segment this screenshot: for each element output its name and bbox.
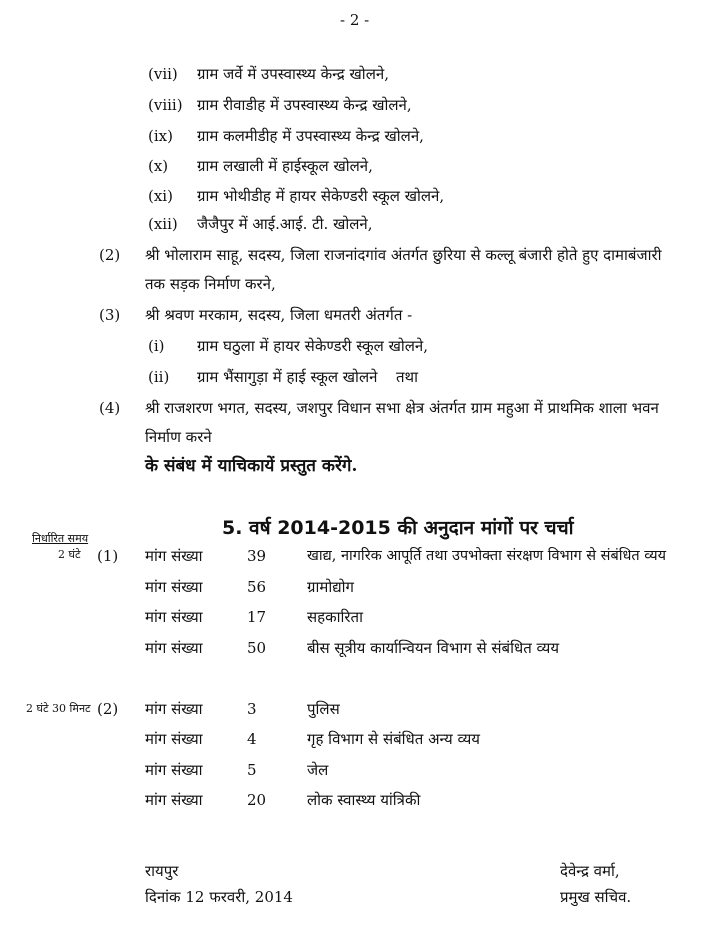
sub-item-text: ग्राम लखाली में हाईस्कूल खोलने, — [197, 157, 373, 175]
demand-description: बीस सूत्रीय कार्यान्वियन विभाग से संबंधित व्यय — [307, 639, 560, 657]
item-3-number: (3) — [99, 306, 121, 324]
demand-number: 50 — [247, 639, 267, 657]
sub-item-number: (ix) — [148, 127, 173, 145]
item-3-text: श्री श्रवण मरकाम, सदस्य, जिला धमतरी अंतर्गत - — [145, 306, 413, 324]
sub-item-suffix: तथा — [396, 368, 419, 386]
demand-number: 3 — [247, 700, 257, 718]
signatory-designation: प्रमुख सचिव. — [560, 888, 632, 906]
footer-date: दिनांक 12 फरवरी, 2014 — [145, 888, 293, 906]
footer-place: रायपुर — [145, 862, 179, 880]
sub-item-number: (xii) — [148, 215, 178, 233]
sub-item-number: (x) — [148, 157, 169, 175]
demand-number: 4 — [247, 730, 257, 748]
sub-item-text: ग्राम भैंसागुड़ा में हाई स्कूल खोलने — [197, 368, 378, 386]
sub-item-number: (ii) — [148, 368, 170, 386]
item-4-line2: निर्माण करने — [145, 428, 212, 446]
demand-label: मांग संख्या — [145, 578, 203, 596]
demand-number: 39 — [247, 547, 267, 565]
demand-label: मांग संख्या — [145, 608, 203, 626]
demand-description: जेल — [307, 761, 329, 779]
demand-description: लोक स्वास्थ्य यांत्रिकी — [307, 791, 421, 809]
group-2-number: (2) — [97, 700, 119, 718]
demand-label: मांग संख्या — [145, 761, 203, 779]
item-4-line1: श्री राजशरण भगत, सदस्य, जशपुर विधान सभा क्षेत्र अंतर्गत ग्राम महुआ में प्राथमिक शाला भवन — [145, 399, 659, 417]
sub-item-text: ग्राम कलमीडीह में उपस्वास्थ्य केन्द्र खोलने, — [197, 127, 424, 145]
group-2-time: 2 घंटे 30 मिनट — [26, 702, 91, 715]
sub-item-number: (viii) — [148, 96, 183, 114]
group-1-time: 2 घंटे — [58, 548, 81, 561]
group-1-number: (1) — [97, 547, 119, 565]
demand-label: मांग संख्या — [145, 700, 203, 718]
item-4-number: (4) — [99, 399, 121, 417]
signatory-name: देवेन्द्र वर्मा, — [560, 862, 620, 880]
sub-item-text: ग्राम घठुला में हायर सेकेण्डरी स्कूल खोलने, — [197, 337, 428, 355]
sub-item-text: ग्राम भोथीडीह में हायर सेकेण्डरी स्कूल खोलने, — [197, 187, 445, 205]
section-heading: 5. वर्ष 2014-2015 की अनुदान मांगों पर चर्चा — [222, 517, 574, 539]
demand-number: 56 — [247, 578, 267, 596]
demand-number: 20 — [247, 791, 267, 809]
sub-item-text: ग्राम रीवाडीह में उपस्वास्थ्य केन्द्र खोलने, — [197, 96, 412, 114]
demand-label: मांग संख्या — [145, 730, 203, 748]
page-number: - 2 - — [340, 11, 370, 29]
sub-item-number: (vii) — [148, 65, 178, 83]
sub-item-text: ग्राम जर्वे में उपस्वास्थ्य केन्द्र खोलने, — [197, 65, 389, 83]
demand-label: मांग संख्या — [145, 791, 203, 809]
demand-description: गृह विभाग से संबंधित अन्य व्यय — [307, 730, 480, 748]
sub-item-number: (xi) — [148, 187, 173, 205]
demand-description: खाद्य, नागरिक आपूर्ति तथा उपभोक्ता संरक्षण विभाग से संबंधित व्यय — [307, 548, 667, 564]
closing-line: के संबंध में याचिकायें प्रस्तुत करेंगे. — [145, 456, 358, 476]
demand-description: पुलिस — [307, 700, 340, 718]
demand-number: 17 — [247, 608, 267, 626]
sub-item-number: (i) — [148, 337, 165, 355]
demand-number: 5 — [247, 761, 257, 779]
demand-description: ग्रामोद्योग — [307, 578, 354, 596]
demand-label: मांग संख्या — [145, 639, 203, 657]
demand-label: मांग संख्या — [145, 547, 203, 565]
item-2-line1: श्री भोलाराम साहू, सदस्य, जिला राजनांदगांव अंतर्गत छुरिया से कल्लू बंजारी होते हुए दामाबंजारी — [145, 246, 662, 264]
item-2-line2: तक सड़क निर्माण करने, — [145, 275, 276, 293]
sub-item-text: जैजैपुर में आई.आई. टी. खोलने, — [197, 215, 373, 233]
allotted-time-label: निर्धारित समय — [32, 532, 89, 545]
item-2-number: (2) — [99, 246, 121, 264]
demand-description: सहकारिता — [307, 608, 363, 626]
